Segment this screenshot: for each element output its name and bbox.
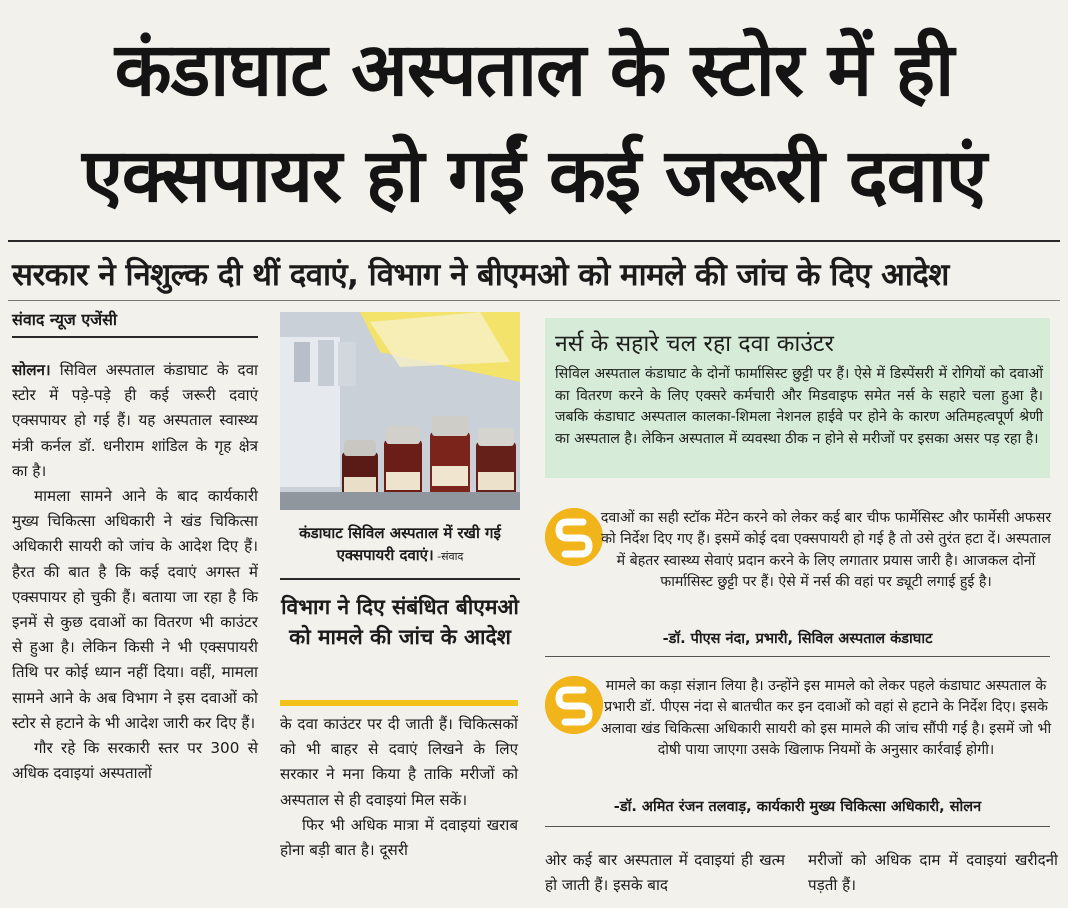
agency-byline: संवाद न्यूज एजेंसी bbox=[12, 310, 118, 329]
accent-bar bbox=[280, 700, 518, 706]
divider bbox=[545, 656, 1050, 657]
paragraph: फिर भी अधिक मात्रा में दवाइयां खराब होना बड़ी बात है। दूसरी bbox=[280, 815, 518, 860]
sidebar-title: नर्स के सहारे चल रहा दवा काउंटर bbox=[555, 331, 834, 357]
headline-line-2: एक्सपायर हो गईं कई जरूरी दवाएं bbox=[81, 133, 986, 219]
byline-rule bbox=[12, 336, 258, 338]
official-quote-1: दवाओं का सही स्टॉक मेंटेन करने को लेकर कई बार चीफ फार्मेसिस्ट और फार्मेसी अफसर को निर्देश दिए गए हैं। इसमें कोई दवा एक्सपायरी हो गई है तो उसे तुरंत हटा दें। अस्पताल में बेहतर स्वास्थ्य सेवाएं प्रदान करने के लिए लगातार प्रयास जारी है। आजकल दोनों फार्मासिस्ट छुट्टी पर हैं। ऐसे में नर्स की वहां पर ड्यूटी लगाई हुई है। bbox=[600, 510, 1052, 591]
headline-line-1: कंडाघाट अस्पताल के स्टोर में ही bbox=[114, 27, 954, 113]
subheadline: सरकार ने निशुल्क दी थीं दवाएं, विभाग ने बीएमओ को मामले की जांच के दिए आदेश bbox=[12, 257, 949, 293]
official-quote-2: मामले का कड़ा संज्ञान लिया है। उन्होंने इस मामले को लेकर पहले कंडाघाट अस्पताल के प्रभारी डॉ. पीएस नंदा से बातचीत कर इन दवाओं को वहां से हटाने के निर्देश दिए। इसके अलावा खंड चिकित्सा अधिकारी सायरी को इस मामले की जांच सौंपी गई है। इसमें जो भी दोषी पाया जाएगा उसके खिलाफ नियमों के अनुसार कार्रवाई होगी। bbox=[600, 678, 1052, 759]
sidebar-body: सिविल अस्पताल कंडाघाट के दोनों फार्मासिस्ट छुट्टी पर हैं। ऐसे में डिस्पेंसरी में रोगियों को दवाओं का वितरण करने के लिए एक्सरे कर्मचारी और मिडवाइफ समेत नर्स के सहारे चला हुआ है। जबकि कंडाघाट अस्पताल कालका-शिमला नेशनल हाईवे पर होने के कारण अतिमहत्वपूर्ण श्रेणी का अस्पताल है। लेकिन अस्पताल में व्यवस्था ठीक न होने से मरीजों पर इसका असर पड़ रहा है। bbox=[555, 366, 1043, 447]
paragraph: सिविल अस्पताल कंडाघाट के दवा स्टोर में पड़े-पड़े ही कई जरूरी दवाएं एक्सपायर हो गई हैं। यह अस्पताल स्वास्थ्य मंत्री कर्नल डॉ. धनीराम शांडिल के गृह क्षेत्र का है। bbox=[12, 361, 258, 480]
divider bbox=[8, 240, 1060, 242]
paragraph: मामला सामने आने के बाद कार्यकारी मुख्य चिकित्सा अधिकारी ने खंड चिकित्सा अधिकारी सायरी को जांच के आदेश दिए हैं। हैरत की बात है कि कई दवाएं अगस्त में एक्सपायर हो चुकी हैं। बताया जा रहा है कि इनमें से कुछ दवाओं का वितरण भी काउंटर से हुआ है। लेकिन किसी ने भी एक्सपायरी तिथि पर कोई ध्यान नहीं दिया। वहीं, मामला सामने आने के अब विभाग ने इस दवाओं को स्टोर से हटाने के भी आदेश जारी कर दिए हैं। bbox=[12, 487, 258, 732]
pull-quote: विभाग ने दिए संबंधित बीएमओ को मामले की जांच के आदेश bbox=[281, 595, 519, 649]
photo-caption bbox=[280, 522, 520, 568]
amar-ujala-logo-icon bbox=[545, 508, 603, 566]
article-column-1 bbox=[12, 358, 258, 786]
dateline: सोलन। bbox=[12, 361, 51, 379]
quote-signature-1: -डॉ. पीएस नंदा, प्रभारी, सिविल अस्पताल कंडाघाट bbox=[662, 631, 933, 647]
divider bbox=[545, 826, 1050, 827]
quote-signature-2: -डॉ. अमित रंजन तलवाड़, कार्यकारी मुख्य चिकित्सा अधिकारी, सोलन bbox=[613, 799, 982, 815]
paragraph: गौर रहे कि सरकारी स्तर पर 300 से अधिक दवाइयां अस्पतालों bbox=[12, 739, 258, 783]
photo-expired-medicines bbox=[280, 312, 520, 510]
medicine-bottles-image bbox=[280, 312, 520, 510]
article-column-3: ओर कई बार अस्पताल में दवाइयां ही खत्म हो जाती हैं। इसके बाद bbox=[545, 851, 785, 895]
paragraph: के दवा काउंटर पर दी जाती हैं। चिकित्सकों को भी बाहर से दवाएं लिखने के लिए सरकार ने मना किया है ताकि मरीजों को अस्पताल से ही दवाइयां मिल सकें। bbox=[280, 715, 518, 809]
amar-ujala-logo-icon bbox=[545, 676, 603, 734]
divider bbox=[8, 300, 1060, 301]
sidebar-box bbox=[545, 318, 1050, 478]
article-column-4: मरीजों को अधिक दाम में दवाइयां खरीदनी पड़ती हैं। bbox=[808, 851, 1058, 895]
caption-text: कंडाघाट सिविल अस्पताल में रखी गई एक्सपायरी दवाएं। bbox=[299, 524, 501, 564]
divider bbox=[280, 578, 520, 580]
article-column-2 bbox=[280, 712, 518, 863]
photo-credit: -संवाद bbox=[433, 550, 464, 563]
